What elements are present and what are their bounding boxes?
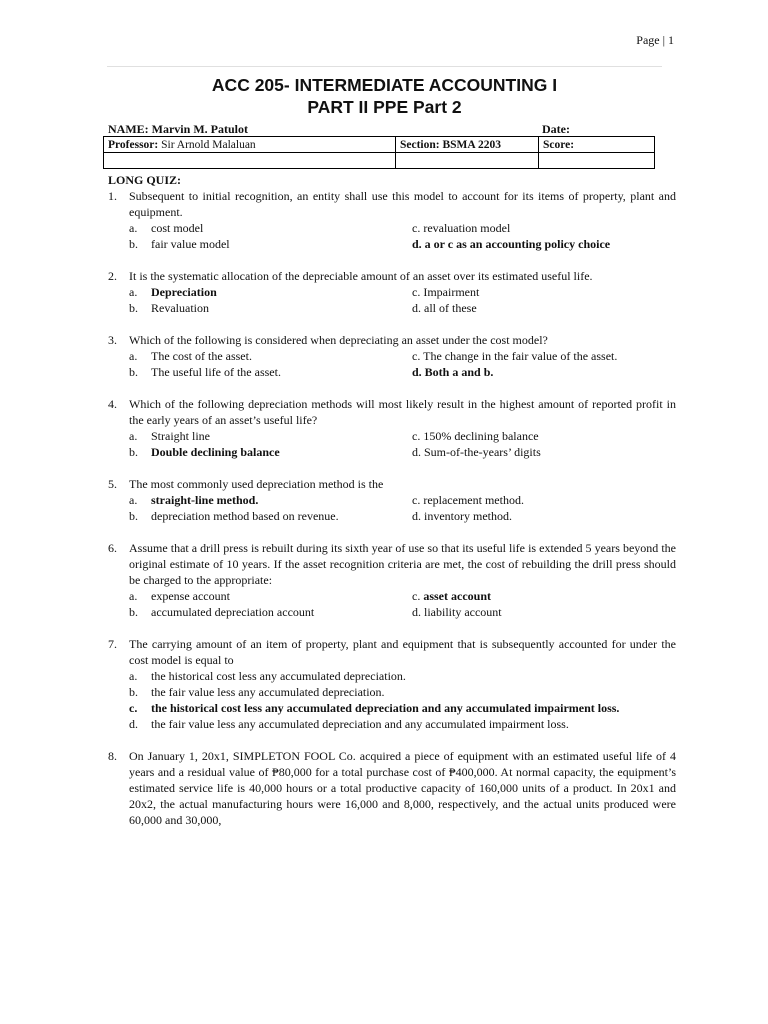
option-a — [129, 220, 412, 236]
option-b — [129, 300, 412, 316]
option-c: c. 150% declining balance — [412, 429, 539, 443]
question-number: 1. — [108, 189, 117, 203]
question-number: 2. — [108, 269, 117, 283]
date-label: Date: — [542, 122, 570, 136]
option-text: the fair value less any accumulated depreciation. — [151, 685, 385, 699]
question-text: The carrying amount of an item of property, plant and equipment that is subsequently accounted for under the cost model is equal to — [129, 637, 676, 667]
question-1 — [108, 188, 676, 252]
option-text-answer: straight-line method. — [151, 493, 259, 507]
option-letter: a. — [129, 589, 138, 603]
option-d: d. inventory method. — [412, 509, 512, 523]
question-number: 8. — [108, 749, 117, 763]
option-c — [412, 588, 676, 604]
option-text: expense account — [151, 589, 230, 603]
options — [129, 284, 676, 316]
question-text: The most commonly used depreciation method is the — [129, 477, 384, 491]
options — [129, 492, 676, 524]
question-6 — [108, 540, 676, 620]
option-a — [129, 428, 412, 444]
section-cell: Section: BSMA 2203 — [396, 137, 539, 153]
option-a — [129, 348, 412, 364]
quiz-body — [108, 172, 676, 844]
options — [129, 220, 676, 252]
student-name: NAME: Marvin M. Patulot — [108, 122, 248, 136]
question-number: 5. — [108, 477, 117, 491]
options — [129, 668, 676, 732]
blank-cell — [396, 153, 539, 169]
option-b — [129, 444, 412, 460]
option-c: c. The change in the fair value of the asset. — [412, 349, 618, 363]
option-b — [129, 236, 412, 252]
question-number: 6. — [108, 541, 117, 555]
option-letter: b. — [129, 509, 138, 523]
option-letter: a. — [129, 221, 138, 235]
option-text: The cost of the asset. — [151, 349, 252, 363]
option-text: Straight line — [151, 429, 210, 443]
question-text: Assume that a drill press is rebuilt during its sixth year of use so that its useful life is extended 5 years beyond the original estimate of 10 years. If the asset recognition criteria are met, the cost of rebuilding the drill press should be charged to the appropriate: — [129, 541, 676, 587]
option-a — [129, 492, 412, 508]
option-text: cost model — [151, 221, 204, 235]
option-text-answer: Double declining balance — [151, 445, 280, 459]
question-text: On January 1, 20x1, SIMPLETON FOOL Co. acquired a piece of equipment with an estimated useful life of 4 years and a residual value of ₱80,000 for a total purchase cost of ₱400,000. At normal capacity, the equipment’s estimated service life is 40,000 hours or a total productive capacity of 160,000 units of a product. In 20x1 and 20x2, the actual manufacturing hours were 16,000 and 8,000, respectively, and the actual units produced were 60,000 and 30,000, — [129, 749, 676, 827]
option-a — [129, 588, 412, 604]
option-letter: b. — [129, 237, 138, 251]
professor-cell — [104, 137, 396, 153]
question-text: Which of the following is considered when depreciating an asset under the cost model? — [129, 333, 548, 347]
option-a — [129, 284, 412, 300]
question-text: It is the systematic allocation of the depreciable amount of an asset over its estimated useful life. — [129, 269, 593, 283]
page-number: Page | 1 — [636, 33, 674, 47]
question-7 — [108, 636, 676, 732]
quiz-title: LONG QUIZ: — [108, 173, 182, 187]
option-letter: b. — [129, 365, 138, 379]
option-d — [129, 716, 676, 732]
options — [129, 348, 676, 380]
question-text: Subsequent to initial recognition, an entity shall use this model to account for its items of property, plant and equipment. — [129, 189, 676, 219]
option-text: Revaluation — [151, 301, 209, 315]
option-text: the historical cost less any accumulated depreciation. — [151, 669, 406, 683]
option-letter: a. — [129, 285, 138, 299]
question-2 — [108, 268, 676, 316]
info-table — [103, 136, 655, 169]
question-3 — [108, 332, 676, 380]
part-title: PART II PPE Part 2 — [307, 97, 462, 117]
question-5 — [108, 476, 676, 524]
question-4 — [108, 396, 676, 460]
option-letter: c. — [129, 701, 138, 715]
options — [129, 588, 676, 620]
question-number: 3. — [108, 333, 117, 347]
option-b — [129, 364, 412, 380]
option-d: d. liability account — [412, 605, 502, 619]
option-text-answer: asset account — [423, 589, 491, 603]
question-text: Which of the following depreciation methods will most likely result in the highest amount of reported profit in the early years of an asset’s useful life? — [129, 397, 676, 427]
option-letter: d. — [129, 717, 138, 731]
option-b — [129, 508, 412, 524]
option-text: accumulated depreciation account — [151, 605, 315, 619]
option-text: fair value model — [151, 237, 230, 251]
question-number: 4. — [108, 397, 117, 411]
option-c-answer — [129, 700, 676, 716]
score-cell: Score: — [539, 137, 655, 153]
course-title: ACC 205- INTERMEDIATE ACCOUNTING I — [211, 75, 558, 95]
option-text: the fair value less any accumulated depreciation and any accumulated impairment loss. — [151, 717, 569, 731]
option-letter: b. — [129, 605, 138, 619]
option-b — [129, 684, 676, 700]
options — [129, 428, 676, 460]
question-8 — [108, 748, 676, 828]
option-letter: a. — [129, 429, 138, 443]
professor-name: Sir Arnold Malaluan — [161, 138, 256, 151]
option-letter: b. — [129, 445, 138, 459]
option-text: depreciation method based on revenue. — [151, 509, 339, 523]
option-letter: b. — [129, 685, 138, 699]
option-c: c. Impairment — [412, 285, 480, 299]
option-text: The useful life of the asset. — [151, 365, 281, 379]
option-d: d. all of these — [412, 301, 477, 315]
option-text-answer: Depreciation — [151, 285, 217, 299]
option-letter: a. — [129, 669, 138, 683]
option-letter: a. — [129, 493, 138, 507]
option-d-answer: d. Both a and b. — [412, 365, 494, 379]
option-text-answer: the historical cost less any accumulated depreciation and any accumulated impairment loss. — [151, 701, 620, 715]
option-letter: b. — [129, 301, 138, 315]
professor-label: Professor: — [108, 138, 159, 151]
option-c: c. replacement method. — [412, 493, 524, 507]
option-letter: c. — [412, 589, 421, 603]
header-divider — [107, 66, 662, 67]
option-a — [129, 668, 676, 684]
option-d-answer: d. a or c as an accounting policy choice — [412, 237, 611, 251]
option-c: c. revaluation model — [412, 221, 511, 235]
option-d: d. Sum-of-the-years’ digits — [412, 445, 541, 459]
option-letter: a. — [129, 349, 138, 363]
blank-cell — [104, 153, 396, 169]
question-number: 7. — [108, 637, 117, 651]
option-b — [129, 604, 412, 620]
blank-cell — [539, 153, 655, 169]
